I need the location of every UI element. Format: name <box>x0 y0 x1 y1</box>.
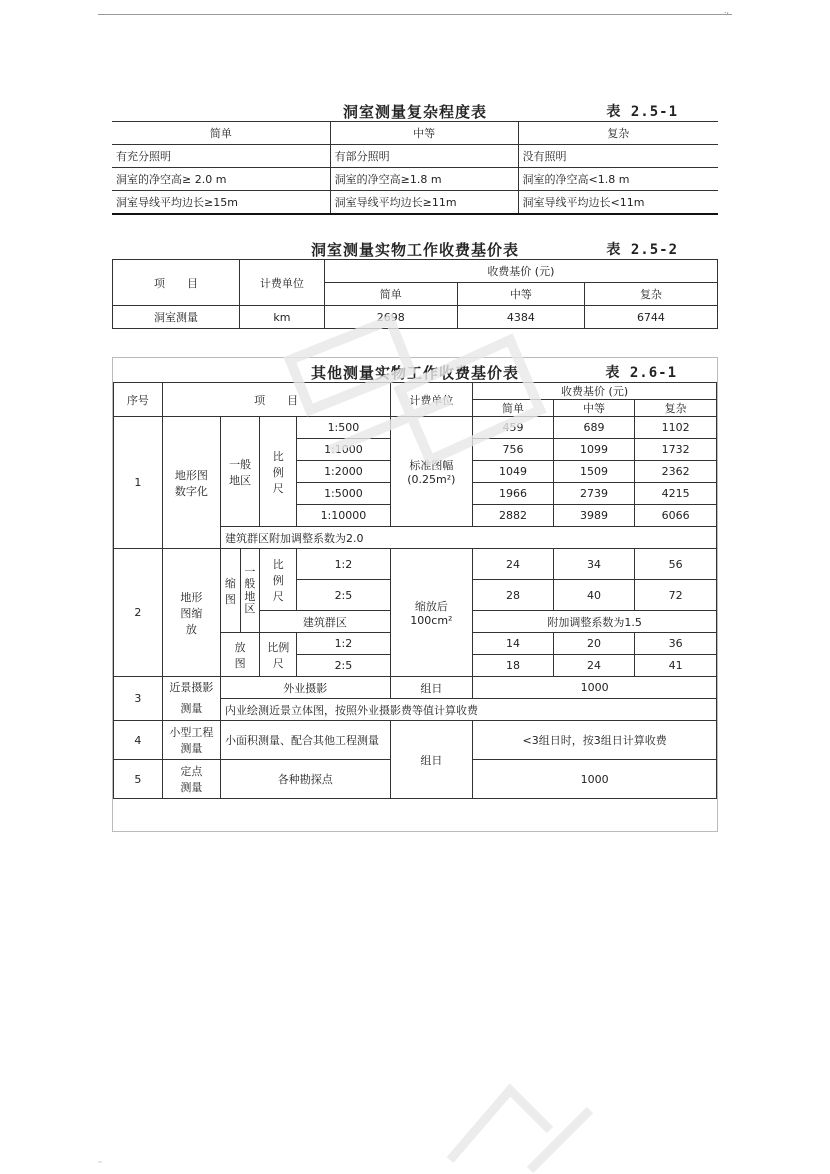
price: 459 <box>473 417 554 439</box>
cave-price-table <box>112 259 718 329</box>
row-5-name-text: 定点测量 <box>180 765 203 794</box>
table-2-5-2-title: 洞室测量实物工作收费基价表 <box>310 241 519 259</box>
building-label: 建筑群区 <box>260 611 390 633</box>
level-medium: 中等 <box>457 283 584 306</box>
table-2-6-1-number: 表 2.6-1 <box>605 365 677 381</box>
row-2-unit <box>390 549 473 677</box>
row-5-no: 5 <box>114 760 163 799</box>
scale: 2:5 <box>297 655 390 677</box>
row-2-name <box>162 549 220 677</box>
scale: 1:2 <box>297 633 390 655</box>
price: 20 <box>553 633 635 655</box>
price: 756 <box>473 439 554 461</box>
price: 2739 <box>553 483 635 505</box>
row-1-scale-label <box>260 417 297 527</box>
other-survey-section <box>112 357 718 832</box>
scale: 1:10000 <box>297 505 390 527</box>
scale: 1:1000 <box>297 439 390 461</box>
row-2-name-text: 地形图缩放 <box>180 590 203 636</box>
reduce-label: 缩图 <box>224 576 236 606</box>
price: 24 <box>473 549 554 580</box>
table-2-5-1-title: 洞室测量复杂程度表 <box>342 103 487 121</box>
level-complex: 复杂 <box>584 283 717 306</box>
row-3-field: 外业摄影 <box>221 677 391 699</box>
row-4-name <box>162 721 220 760</box>
unit-line-1: 缩放后 <box>414 600 448 613</box>
watermark-stamp-bottom <box>440 1070 610 1174</box>
row-1-note: 建筑群区附加调整系数为2.0 <box>221 527 717 549</box>
table-cell: 洞室导线平均边长≥15m <box>112 191 330 215</box>
scale: 1:500 <box>297 417 390 439</box>
row-1-unit <box>390 417 473 527</box>
cave-survey-section <box>112 97 718 339</box>
price-simple: 2698 <box>324 306 457 329</box>
reduce-label-cell <box>221 549 240 632</box>
price-medium: 4384 <box>457 306 584 329</box>
row-4-desc: 小面积测量、配合其他工程测量 <box>221 721 391 760</box>
col-item: 项 目 <box>113 260 240 306</box>
row-3-no: 3 <box>114 677 163 721</box>
row-item: 洞室测量 <box>113 306 240 329</box>
row-1-name-text: 地形图数字化 <box>174 468 208 498</box>
row-5-name <box>162 760 220 799</box>
row-2-scale-label-text: 比例尺 <box>272 557 284 603</box>
price: 3989 <box>553 505 635 527</box>
col-price: 收费基价 (元) <box>324 260 717 283</box>
price: 1966 <box>473 483 554 505</box>
table-cell: 洞室的净空高≥ 2.0 m <box>112 168 330 191</box>
price: 24 <box>553 655 635 677</box>
price: 689 <box>553 417 635 439</box>
price: 41 <box>635 655 717 677</box>
price: 1102 <box>635 417 717 439</box>
row-3-value: 1000 <box>473 677 717 699</box>
cave-complexity-table <box>112 121 718 215</box>
scale: 2:5 <box>297 580 390 611</box>
col-no: 序号 <box>114 383 163 417</box>
row-3-note: 内业绘测近景立体图，按照外业摄影费等值计算收费 <box>221 699 717 721</box>
table-cell: 有充分照明 <box>112 145 330 168</box>
price: 2362 <box>635 461 717 483</box>
price: 18 <box>473 655 554 677</box>
row-2-no: 2 <box>114 549 163 677</box>
scale: 1:5000 <box>297 483 390 505</box>
header-simple: 简单 <box>112 122 330 145</box>
row-5-value: 1000 <box>473 760 717 799</box>
enlarge-label: 放图 <box>234 640 246 670</box>
row-1-area: 一般地区 <box>221 417 260 527</box>
price: 72 <box>635 580 717 611</box>
row-1-name <box>162 417 220 549</box>
row-4-name-text: 小型工程测量 <box>169 726 214 755</box>
price-complex: 6744 <box>584 306 717 329</box>
price: 14 <box>473 633 554 655</box>
table-cell: 没有照明 <box>518 145 718 168</box>
price: 1099 <box>553 439 635 461</box>
row-2-reduce-group <box>221 549 260 633</box>
price: 1049 <box>473 461 554 483</box>
scale: 1:2 <box>297 549 390 580</box>
header-mark: ., <box>724 6 730 15</box>
footer-mark: '' <box>98 1160 102 1168</box>
enlarge-label-cell <box>221 633 260 677</box>
row-3-name <box>162 677 220 721</box>
table-cell: 洞室导线平均边长≥11m <box>330 191 518 215</box>
table-2-5-2-title-row <box>112 235 718 259</box>
level-simple: 简单 <box>473 400 554 417</box>
price: 56 <box>635 549 717 580</box>
row-4-no: 4 <box>114 721 163 760</box>
col-price: 收费基价 (元) <box>473 383 717 400</box>
price: 4215 <box>635 483 717 505</box>
other-price-table <box>113 382 717 799</box>
row-5-desc: 各种勘探点 <box>221 760 391 799</box>
header-complex: 复杂 <box>518 122 718 145</box>
general-label: 一般地区 <box>244 565 256 615</box>
price: 1732 <box>635 439 717 461</box>
header-rule <box>98 14 732 15</box>
enlarge-scale-label: 比例尺 <box>260 633 297 677</box>
header-medium: 中等 <box>330 122 518 145</box>
table-2-5-1-number: 表 2.5-1 <box>606 104 678 120</box>
level-simple: 简单 <box>324 283 457 306</box>
row-unit: km <box>240 306 325 329</box>
row-1-no: 1 <box>114 417 163 549</box>
price: 2882 <box>473 505 554 527</box>
table-cell: 洞室导线平均边长<11m <box>518 191 718 215</box>
row-1-scale-label-text: 比例尺 <box>272 449 284 495</box>
row-4-unit: 组日 <box>390 721 473 799</box>
row-3-name-text: 近景摄影测量 <box>169 680 214 715</box>
building-note: 附加调整系数为1.5 <box>473 611 717 633</box>
table-cell: 有部分照明 <box>330 145 518 168</box>
price: 36 <box>635 633 717 655</box>
row-2-scale-label <box>260 549 297 611</box>
price: 1509 <box>553 461 635 483</box>
table-cell: 洞室的净空高<1.8 m <box>518 168 718 191</box>
col-item: 项 目 <box>162 383 390 417</box>
table-2-6-1-title: 其他测量实物工作收费基价表 <box>310 364 519 382</box>
table-2-5-1-title-row <box>112 97 718 121</box>
price: 6066 <box>635 505 717 527</box>
general-label-cell <box>240 549 259 632</box>
row-3-unit: 组日 <box>390 677 473 699</box>
scale: 1:2000 <box>297 461 390 483</box>
price: 28 <box>473 580 554 611</box>
price: 34 <box>553 549 635 580</box>
table-cell: 洞室的净空高≥1.8 m <box>330 168 518 191</box>
row-1-unit-text: 标准图幅(0.25m²) <box>407 459 456 486</box>
col-unit: 计费单位 <box>390 383 473 417</box>
row-4-note: <3组日时，按3组日计算收费 <box>473 721 717 760</box>
unit-line-2: 100cm² <box>410 614 453 627</box>
level-medium: 中等 <box>553 400 635 417</box>
table-2-5-2-number: 表 2.5-2 <box>606 242 678 258</box>
level-complex: 复杂 <box>635 400 717 417</box>
reduce-inner <box>221 549 259 632</box>
col-unit: 计费单位 <box>240 260 325 306</box>
table-2-6-1-title-row <box>113 358 717 382</box>
price: 40 <box>553 580 635 611</box>
